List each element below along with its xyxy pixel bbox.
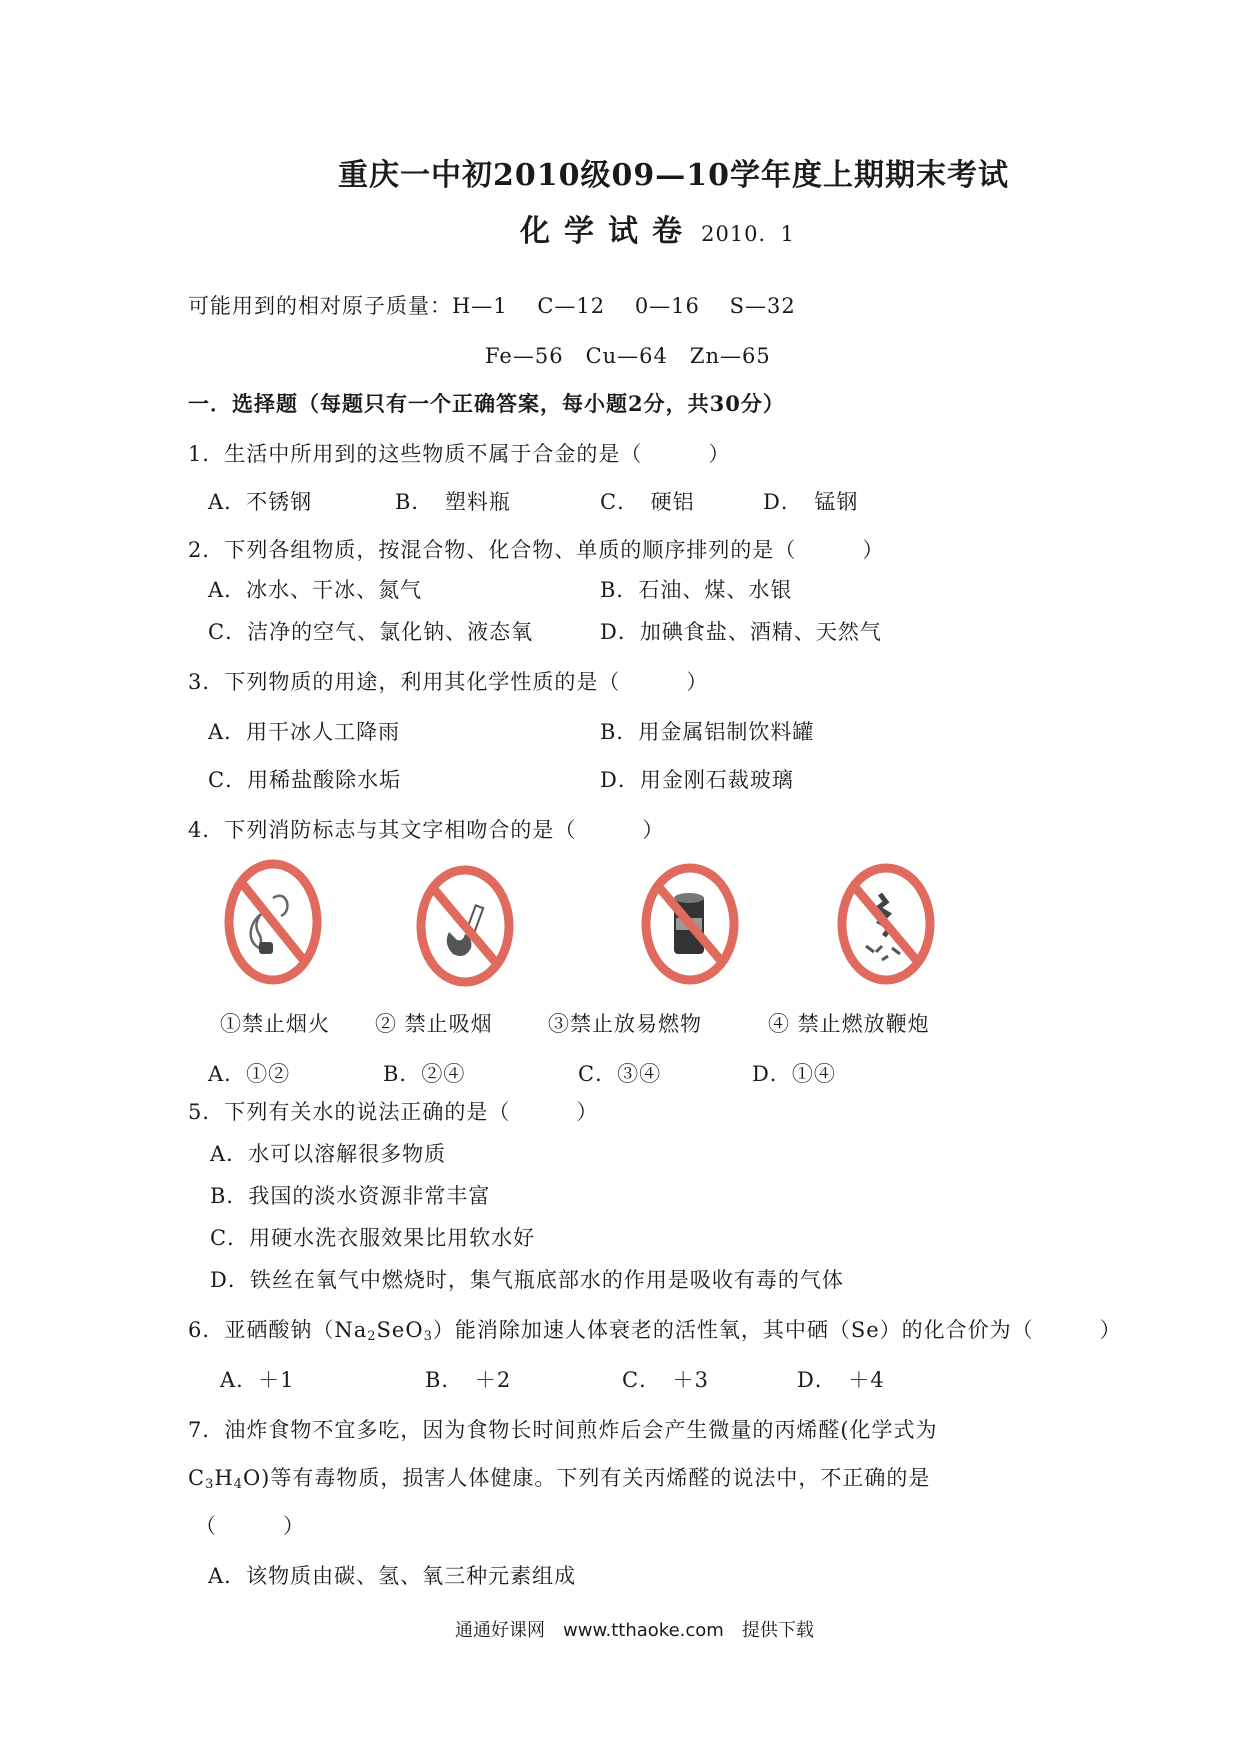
q1-option-a: A．不锈钢 xyxy=(208,490,313,514)
q3-option-b: B．用金属铝制饮料罐 xyxy=(600,720,815,744)
q1-option-b: B． 塑料瓶 xyxy=(395,490,511,514)
question-4-stem: 4．下列消防标志与其文字相吻合的是（ ） xyxy=(188,818,665,842)
q1-option-d: D． 锰钢 xyxy=(763,490,859,514)
q6-option-d: D． ＋4 xyxy=(797,1368,885,1392)
sign-label-3: ③禁止放易燃物 xyxy=(548,1012,702,1036)
q4-option-d: D．①④ xyxy=(752,1062,836,1086)
q2-option-a: A．冰水、干冰、氮气 xyxy=(208,578,423,602)
subject-name: 化学试卷 xyxy=(520,214,696,249)
q3-option-c: C．用稀盐酸除水垢 xyxy=(208,768,402,792)
exam-title: 重庆一中初2010级09—10学年度上期期末考试 xyxy=(338,158,1009,193)
no-firecrackers-sign-icon xyxy=(836,860,936,988)
sign-label-4: ④ 禁止燃放鞭炮 xyxy=(768,1012,930,1036)
question-2-stem: 2．下列各组物质，按混合物、化合物、单质的顺序排列的是（ ） xyxy=(188,538,885,562)
q3-option-a: A．用干冰人工降雨 xyxy=(208,720,401,744)
sign-label-1: ①禁止烟火 xyxy=(220,1012,330,1036)
q4-option-c: C．③④ xyxy=(578,1062,662,1086)
q2-option-d: D．加碘食盐、酒精、天然气 xyxy=(600,620,882,644)
q6-option-a: A．＋1 xyxy=(220,1368,295,1392)
q1-option-c: C． 硬铝 xyxy=(600,490,695,514)
question-7-line-2: $C_3H_4O$)等有毒物质，损害人体健康。下列有关丙烯醛的说法中，不正确的是 xyxy=(188,1466,931,1492)
q4-option-b: B．②④ xyxy=(383,1062,466,1086)
atomic-mass-line-2: Fe—56 Cu—64 Zn—65 xyxy=(485,344,771,368)
q5-option-c: C．用硬水洗衣服效果比用软水好 xyxy=(210,1226,536,1250)
no-smoking-sign-icon xyxy=(415,862,515,990)
q6-option-b: B． ＋2 xyxy=(425,1368,512,1392)
exam-date: 2010．1 xyxy=(701,222,795,246)
q5-option-d: D．铁丝在氧气中燃烧时，集气瓶底部水的作用是吸收有毒的气体 xyxy=(210,1268,844,1292)
sign-label-2: ② 禁止吸烟 xyxy=(375,1012,493,1036)
q2-option-b: B．石油、煤、水银 xyxy=(600,578,793,602)
q6-option-c: C． ＋3 xyxy=(622,1368,709,1392)
q5-option-b: B．我国的淡水资源非常丰富 xyxy=(210,1184,491,1208)
atomic-mass-line-1: 可能用到的相对原子质量：H—1 C—12 0—16 S—32 xyxy=(188,294,796,318)
footer-source: 通通好课网 www.tthaoke.com 提供下载 xyxy=(455,1620,814,1641)
question-1-stem: 1．生活中所用到的这些物质不属于合金的是（ ） xyxy=(188,442,731,466)
q7-option-a: A．该物质由碳、氢、氧三种元素组成 xyxy=(208,1564,577,1588)
no-fire-sign-icon xyxy=(223,858,323,986)
question-3-stem: 3．下列物质的用途，利用其化学性质的是（ ） xyxy=(188,670,709,694)
q3-option-d: D．用金刚石裁玻璃 xyxy=(600,768,794,792)
question-7-blank: （ ） xyxy=(195,1514,305,1538)
question-7-line-1: 7．油炸食物不宜多吃，因为食物长时间煎炸后会产生微量的丙烯醛(化学式为 xyxy=(188,1418,938,1442)
question-5-stem: 5．下列有关水的说法正确的是（ ） xyxy=(188,1100,599,1124)
q5-option-a: A．水可以溶解很多物质 xyxy=(210,1142,447,1166)
no-flammables-sign-icon xyxy=(640,860,740,988)
exam-subtitle xyxy=(520,206,795,250)
section-heading: 一．选择题（每题只有一个正确答案，每小题2分，共30分） xyxy=(188,391,785,416)
q2-option-c: C．洁净的空气、氯化钠、液态氧 xyxy=(208,620,534,644)
question-6-stem: 6．亚硒酸钠$(Na_2SeO_3)$能消除加速人体衰老的活性氧，其中硒（Se）的化合价为（ ） xyxy=(188,1318,1122,1344)
q4-option-a: A．①② xyxy=(208,1062,291,1086)
